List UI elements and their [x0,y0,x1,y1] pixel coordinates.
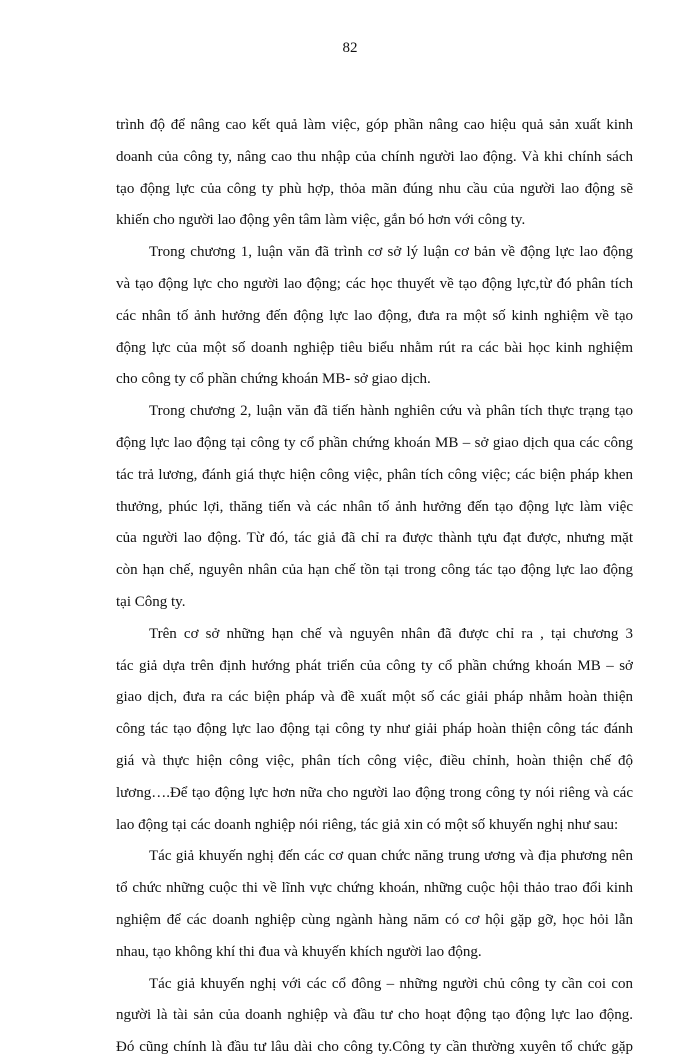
text-line: của người lao động. Từ đó, tác giả đã chỉ ra được thành tựu đạt được, nhưng mặt [116,530,633,547]
text-line: khiến cho người lao động yên tâm làm việc, gắn bó hơn với công ty. [116,212,526,229]
text-line: tạo động lực của công ty phù hợp, thỏa mãn đúng nhu cầu của người lao động sẽ [116,180,633,197]
text-line: người là tài sản của doanh nghiệp và đầu tư cho hoạt động tạo động lực lao động. [116,1007,633,1024]
text-line: doanh của công ty, nâng cao thu nhập của chính người lao động. Và khi chính sách [116,148,633,165]
text-line: giao dịch, đưa ra các biện pháp và đề xuất một số các giải pháp nhằm hoàn thiện [116,689,633,706]
text-line: và tạo động lực cho người lao động; các học thuyết về tạo động lực,từ đó phân tích [116,275,633,292]
text-line: động lực của một số doanh nghiệp tiêu biểu nhằm rút ra các bài học kinh nghiệm [116,339,633,356]
paragraph [116,396,633,619]
text-line: tại Công ty. [116,593,186,610]
text-line: thưởng, phúc lợi, thăng tiến và các nhân tố ảnh hưởng đến tạo động lực làm việc [116,498,633,515]
text-line: cho công ty cổ phần chứng khoán MB- sở giao dịch. [116,371,431,388]
text-line: giá và thực hiện công việc, phân tích công việc, điều chỉnh, hoàn thiện chế độ [116,752,633,769]
paragraph [116,110,633,237]
body-text [116,110,633,1064]
text-line: lao động tại các doanh nghiệp nói riêng, tác giả xin có một số khuyến nghị như sau: [116,816,619,833]
paragraph [116,619,633,842]
text-line: tác giả dựa trên định hướng phát triển của công ty cổ phần chứng khoán MB – sở [116,657,633,674]
text-line: Tác giả khuyến nghị với các cổ đông – những người chủ công ty cần coi con [149,975,633,992]
text-line: nghiệm để các doanh nghiệp cùng ngành hàng năm có cơ hội gặp gỡ, học hỏi lẫn [116,911,633,928]
text-line: Tác giả khuyến nghị đến các cơ quan chức năng trung ương và địa phương nên [149,848,633,865]
text-line: nhau, tạo không khí thi đua và khuyến khích người lao động. [116,943,482,960]
paragraph [116,237,633,396]
text-line: Trong chương 1, luận văn đã trình cơ sở lý luận cơ bản về động lực lao động [149,244,633,261]
text-line: tác trả lương, đánh giá thực hiện công việc, phân tích công việc; các biện pháp khen [116,466,633,483]
paragraph [116,841,633,968]
text-line: tổ chức những cuộc thi về lĩnh vực chứng khoán, những cuộc hội thảo trao đổi kinh [116,880,633,897]
text-line: còn hạn chế, nguyên nhân của hạn chế tồn tại trong công tác tạo động lực lao động [116,562,633,579]
page-number: 82 [342,40,358,56]
text-line: động lực lao động tại công ty cổ phần chứng khoán MB – sở giao dịch qua các công [116,434,633,451]
text-line: lương….Để tạo động lực hơn nữa cho người lao động trong công ty nói riêng và các [116,784,633,801]
text-line: Trên cơ sở những hạn chế và nguyên nhân đã được chỉ ra , tại chương 3 [149,625,633,642]
text-line: trình độ để nâng cao kết quả làm việc, góp phần nâng cao hiệu quả sản xuất kinh [116,117,633,133]
text-line: Trong chương 2, luận văn đã tiến hành nghiên cứu và phân tích thực trạng tạo [149,403,633,420]
paragraph [116,969,633,1064]
text-line: công tác tạo động lực lao động tại công ty như giải pháp hoàn thiện công tác đánh [116,721,633,738]
text-line: các nhân tố ảnh hưởng đến động lực lao động, đưa ra một số kinh nghiệm về tạo [116,307,633,324]
text-line: Đó cũng chính là đầu tư lâu dài cho công ty.Công ty cần thường xuyên tổ chức gặp [116,1039,633,1056]
